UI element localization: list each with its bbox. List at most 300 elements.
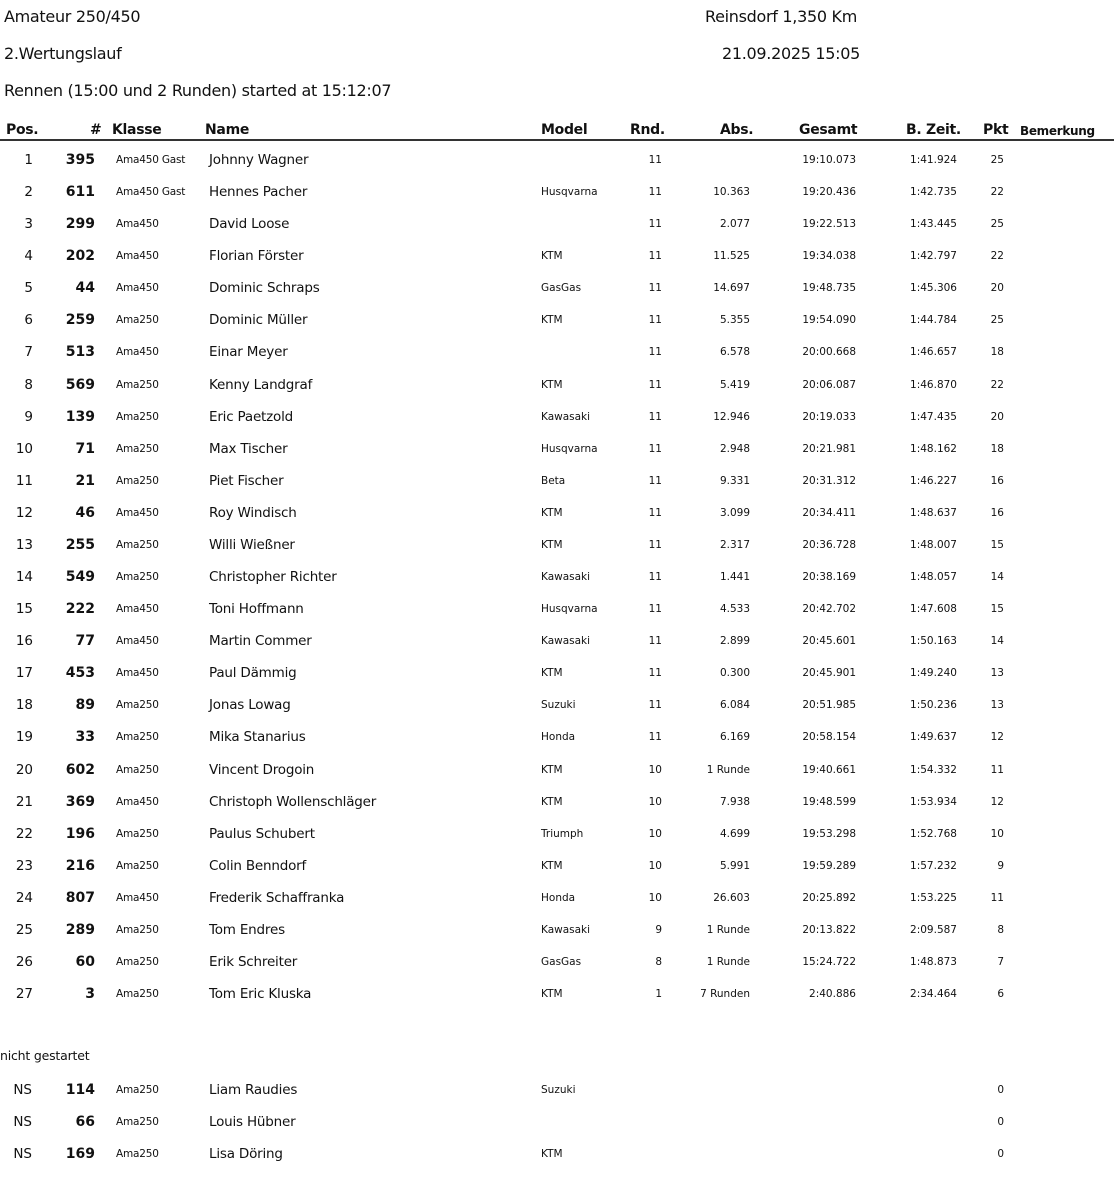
cell-pos: 2 bbox=[24, 184, 33, 201]
cell-pos: NS bbox=[13, 1082, 32, 1098]
table-row bbox=[0, 920, 1114, 940]
cell-num: 3 bbox=[85, 986, 95, 1003]
cell-abs: 26.603 bbox=[713, 891, 750, 904]
cell-pkt: 10 bbox=[990, 827, 1004, 840]
table-row bbox=[0, 824, 1114, 844]
class-title: Amateur 250/450 bbox=[4, 7, 141, 26]
cell-gesamt: 2:40.886 bbox=[809, 988, 856, 1001]
cell-bzeit: 1:49.637 bbox=[910, 731, 957, 744]
cell-rnd: 11 bbox=[648, 154, 662, 166]
cell-pkt: 25 bbox=[990, 154, 1004, 166]
cell-model: GasGas bbox=[541, 956, 582, 968]
cell-num: 89 bbox=[75, 697, 95, 714]
cell-model: KTM bbox=[541, 859, 563, 872]
cell-num: 513 bbox=[65, 344, 95, 361]
cell-rnd: 11 bbox=[648, 250, 662, 263]
cell-num: 602 bbox=[65, 761, 95, 778]
cell-bzeit: 1:48.007 bbox=[910, 538, 957, 551]
cell-pkt: 9 bbox=[997, 859, 1004, 872]
cell-pkt: 16 bbox=[990, 506, 1004, 519]
cell-bzeit: 1:48.162 bbox=[910, 442, 957, 455]
cell-num: 139 bbox=[65, 408, 95, 425]
cell-num: 289 bbox=[65, 921, 95, 938]
cell-pos: 6 bbox=[24, 312, 33, 329]
cell-bzeit: 1:42.735 bbox=[910, 186, 957, 199]
cell-num: 44 bbox=[75, 280, 95, 297]
col-pos: Pos. bbox=[6, 122, 39, 138]
cell-abs: 0.300 bbox=[719, 667, 750, 680]
cell-gesamt: 19:48.599 bbox=[802, 795, 856, 808]
cell-klasse: Ama250 bbox=[116, 474, 159, 487]
cell-abs: 3.099 bbox=[719, 506, 750, 519]
table-row bbox=[0, 310, 1114, 330]
cell-klasse: Ama250 bbox=[116, 699, 159, 712]
cell-model: KTM bbox=[541, 506, 563, 519]
cell-klasse: Ama250 bbox=[116, 988, 159, 1001]
cell-bzeit: 1:41.924 bbox=[910, 154, 957, 166]
cell-gesamt: 20:34.411 bbox=[802, 506, 856, 519]
cell-name: Max Tischer bbox=[209, 440, 288, 457]
table-row bbox=[0, 888, 1114, 908]
cell-gesamt: 20:36.728 bbox=[802, 538, 856, 551]
cell-pos: 19 bbox=[15, 729, 33, 746]
cell-rnd: 11 bbox=[648, 346, 662, 359]
cell-num: 169 bbox=[65, 1146, 95, 1162]
cell-pkt: 11 bbox=[990, 891, 1004, 904]
cell-gesamt: 15:24.722 bbox=[802, 956, 856, 968]
table-row bbox=[0, 182, 1114, 202]
cell-klasse: Ama250 bbox=[116, 378, 159, 391]
cell-gesamt: 20:45.901 bbox=[802, 667, 856, 680]
cell-name: Vincent Drogoin bbox=[209, 761, 315, 778]
cell-gesamt: 20:45.601 bbox=[802, 635, 856, 648]
cell-name: Willi Wießner bbox=[209, 536, 295, 553]
cell-gesamt: 20:58.154 bbox=[802, 731, 856, 744]
col-abs: Abs. bbox=[720, 122, 754, 138]
table-row bbox=[0, 856, 1114, 876]
cell-abs: 6.578 bbox=[719, 346, 750, 359]
cell-gesamt: 20:00.668 bbox=[802, 346, 856, 359]
cell-name: Dominic Schraps bbox=[209, 280, 320, 297]
cell-model: KTM bbox=[541, 250, 563, 263]
table-row bbox=[0, 952, 1114, 972]
cell-abs: 4.533 bbox=[719, 603, 750, 616]
col-gesamt: Gesamt bbox=[799, 122, 858, 138]
cell-gesamt: 20:21.981 bbox=[802, 442, 856, 455]
cell-model: Kawasaki bbox=[541, 923, 591, 936]
cell-klasse: Ama450 bbox=[116, 506, 159, 519]
cell-abs: 7.938 bbox=[719, 795, 750, 808]
col-bemerkung: Bemerkung bbox=[1020, 124, 1095, 138]
cell-rnd: 11 bbox=[648, 571, 662, 584]
cell-abs: 6.169 bbox=[719, 731, 750, 744]
cell-abs: 1 Runde bbox=[706, 923, 750, 936]
cell-gesamt: 19:40.661 bbox=[802, 763, 856, 776]
cell-pkt: 14 bbox=[990, 635, 1004, 648]
cell-pkt: 7 bbox=[997, 956, 1004, 968]
cell-bzeit: 1:46.227 bbox=[910, 474, 957, 487]
cell-pos: 26 bbox=[15, 954, 33, 970]
cell-bzeit: 1:50.163 bbox=[910, 635, 957, 648]
cell-rnd: 11 bbox=[648, 410, 662, 423]
cell-name: Liam Raudies bbox=[209, 1082, 298, 1098]
cell-bzeit: 1:52.768 bbox=[910, 827, 957, 840]
cell-pos: 16 bbox=[15, 633, 33, 650]
cell-pos: 13 bbox=[15, 536, 33, 553]
cell-rnd: 11 bbox=[648, 506, 662, 519]
cell-name: Toni Hoffmann bbox=[209, 601, 304, 618]
cell-pkt: 15 bbox=[990, 538, 1004, 551]
cell-model: Honda bbox=[541, 731, 576, 744]
cell-pos: 11 bbox=[15, 472, 33, 489]
cell-klasse: Ama450 bbox=[116, 603, 159, 616]
cell-rnd: 11 bbox=[648, 538, 662, 551]
cell-abs: 1.441 bbox=[719, 571, 750, 584]
cell-abs: 5.355 bbox=[719, 314, 750, 327]
cell-abs: 4.699 bbox=[719, 827, 750, 840]
cell-num: 66 bbox=[75, 1114, 95, 1130]
cell-model: Honda bbox=[541, 891, 576, 904]
cell-model: KTM bbox=[541, 988, 563, 1001]
cell-rnd: 10 bbox=[648, 859, 662, 872]
not-started-row bbox=[0, 1080, 1114, 1100]
table-row bbox=[0, 214, 1114, 234]
cell-pkt: 14 bbox=[990, 571, 1004, 584]
cell-model: Husqvarna bbox=[541, 442, 598, 455]
event-datetime: 21.09.2025 15:05 bbox=[722, 44, 861, 63]
cell-klasse: Ama450 Gast bbox=[116, 154, 186, 166]
cell-name: Christoph Wollenschläger bbox=[209, 793, 377, 810]
col-bzeit: B. Zeit. bbox=[906, 122, 961, 138]
cell-klasse: Ama250 bbox=[116, 923, 159, 936]
cell-num: 369 bbox=[65, 793, 95, 810]
cell-pkt: 13 bbox=[990, 699, 1004, 712]
cell-pkt: 0 bbox=[997, 1148, 1004, 1160]
cell-name: Martin Commer bbox=[209, 633, 312, 650]
cell-klasse: Ama250 bbox=[116, 1084, 159, 1096]
cell-rnd: 10 bbox=[648, 891, 662, 904]
cell-klasse: Ama450 bbox=[116, 218, 159, 231]
cell-pos: 24 bbox=[15, 889, 33, 906]
cell-name: Tom Eric Kluska bbox=[209, 986, 312, 1003]
cell-pos: NS bbox=[13, 1146, 32, 1162]
cell-pkt: 11 bbox=[990, 763, 1004, 776]
cell-rnd: 11 bbox=[648, 474, 662, 487]
cell-bzeit: 1:46.870 bbox=[910, 378, 957, 391]
cell-pkt: 15 bbox=[990, 603, 1004, 616]
cell-pkt: 6 bbox=[997, 988, 1004, 1001]
cell-pos: 12 bbox=[15, 504, 33, 521]
cell-model: Kawasaki bbox=[541, 410, 591, 423]
cell-pos: 9 bbox=[24, 408, 33, 425]
cell-pkt: 25 bbox=[990, 218, 1004, 231]
cell-gesamt: 20:51.985 bbox=[802, 699, 856, 712]
cell-pos: 8 bbox=[24, 376, 33, 393]
cell-name: Florian Förster bbox=[209, 248, 304, 265]
cell-bzeit: 1:48.873 bbox=[910, 956, 957, 968]
table-row bbox=[0, 246, 1114, 266]
cell-pos: 14 bbox=[15, 569, 33, 586]
cell-name: Johnny Wagner bbox=[209, 152, 309, 168]
cell-bzeit: 1:47.608 bbox=[910, 603, 957, 616]
col-rnd: Rnd. bbox=[630, 122, 665, 138]
table-row bbox=[0, 535, 1114, 555]
cell-num: 202 bbox=[65, 248, 95, 265]
cell-pkt: 22 bbox=[990, 250, 1004, 263]
cell-abs: 6.084 bbox=[719, 699, 750, 712]
cell-num: 71 bbox=[75, 440, 95, 457]
cell-gesamt: 19:22.513 bbox=[802, 218, 856, 231]
not-started-row bbox=[0, 1144, 1114, 1164]
col-model: Model bbox=[541, 122, 588, 138]
cell-pos: 10 bbox=[15, 440, 33, 457]
race-info: Rennen (15:00 und 2 Runden) started at 15:12:07 bbox=[4, 81, 392, 100]
cell-model: KTM bbox=[541, 378, 563, 391]
cell-bzeit: 1:47.435 bbox=[910, 410, 957, 423]
cell-gesamt: 20:13.822 bbox=[802, 923, 856, 936]
cell-num: 222 bbox=[65, 601, 95, 618]
cell-name: Paulus Schubert bbox=[209, 825, 315, 842]
cell-pos: 25 bbox=[15, 921, 33, 938]
cell-num: 114 bbox=[65, 1082, 95, 1098]
cell-model: Husqvarna bbox=[541, 603, 598, 616]
cell-model: KTM bbox=[541, 667, 563, 680]
cell-rnd: 11 bbox=[648, 442, 662, 455]
cell-bzeit: 1:54.332 bbox=[910, 763, 957, 776]
cell-rnd: 10 bbox=[648, 795, 662, 808]
cell-model: KTM bbox=[541, 538, 563, 551]
cell-num: 569 bbox=[65, 376, 95, 393]
table-row bbox=[0, 631, 1114, 651]
cell-rnd: 11 bbox=[648, 218, 662, 231]
cell-bzeit: 1:53.934 bbox=[910, 795, 957, 808]
cell-bzeit: 1:46.657 bbox=[910, 346, 957, 359]
cell-klasse: Ama450 bbox=[116, 891, 159, 904]
cell-bzeit: 1:57.232 bbox=[910, 859, 957, 872]
cell-num: 395 bbox=[65, 152, 95, 168]
cell-model: KTM bbox=[541, 763, 563, 776]
cell-name: Roy Windisch bbox=[209, 504, 297, 521]
cell-rnd: 11 bbox=[648, 186, 662, 199]
cell-pos: 20 bbox=[15, 761, 33, 778]
cell-rnd: 11 bbox=[648, 603, 662, 616]
cell-pkt: 12 bbox=[990, 795, 1004, 808]
cell-rnd: 10 bbox=[648, 763, 662, 776]
cell-pkt: 0 bbox=[997, 1116, 1004, 1128]
cell-model: Suzuki bbox=[541, 1084, 576, 1096]
cell-pos: 3 bbox=[24, 216, 33, 233]
cell-abs: 1 Runde bbox=[706, 763, 750, 776]
cell-klasse: Ama450 bbox=[116, 250, 159, 263]
cell-klasse: Ama250 bbox=[116, 314, 159, 327]
table-row bbox=[0, 567, 1114, 587]
cell-klasse: Ama250 bbox=[116, 442, 159, 455]
table-row bbox=[0, 695, 1114, 715]
cell-abs: 1 Runde bbox=[706, 956, 750, 968]
cell-pos: NS bbox=[13, 1114, 32, 1130]
heat-title: 2.Wertungslauf bbox=[4, 44, 122, 63]
table-row bbox=[0, 503, 1114, 523]
cell-model: GasGas bbox=[541, 282, 582, 295]
table-row bbox=[0, 342, 1114, 362]
cell-rnd: 8 bbox=[655, 956, 662, 968]
col-num: # bbox=[90, 122, 102, 138]
cell-name: Mika Stanarius bbox=[209, 729, 306, 746]
cell-bzeit: 1:42.797 bbox=[910, 250, 957, 263]
cell-bzeit: 1:44.784 bbox=[910, 314, 957, 327]
cell-num: 807 bbox=[65, 889, 95, 906]
cell-abs: 14.697 bbox=[713, 282, 750, 295]
cell-bzeit: 2:09.587 bbox=[910, 923, 957, 936]
cell-model: KTM bbox=[541, 795, 563, 808]
cell-bzeit: 1:53.225 bbox=[910, 891, 957, 904]
cell-gesamt: 20:38.169 bbox=[802, 571, 856, 584]
cell-name: Jonas Lowag bbox=[209, 697, 291, 714]
cell-name: Colin Benndorf bbox=[209, 857, 307, 874]
cell-pos: 4 bbox=[24, 248, 33, 265]
table-row bbox=[0, 599, 1114, 619]
not-started-label: nicht gestartet bbox=[0, 1048, 90, 1063]
cell-gesamt: 20:42.702 bbox=[802, 603, 856, 616]
cell-name: Einar Meyer bbox=[209, 344, 288, 361]
cell-abs: 9.331 bbox=[719, 474, 750, 487]
cell-model: KTM bbox=[541, 314, 563, 327]
cell-pos: 22 bbox=[15, 825, 33, 842]
cell-gesamt: 19:10.073 bbox=[802, 154, 856, 166]
cell-abs: 12.946 bbox=[713, 410, 750, 423]
cell-num: 46 bbox=[75, 504, 95, 521]
table-row bbox=[0, 663, 1114, 683]
cell-bzeit: 2:34.464 bbox=[910, 988, 957, 1001]
cell-pos: 15 bbox=[15, 601, 33, 618]
cell-name: Christopher Richter bbox=[209, 569, 337, 586]
cell-pos: 27 bbox=[15, 986, 33, 1003]
cell-pkt: 16 bbox=[990, 474, 1004, 487]
cell-name: Eric Paetzold bbox=[209, 408, 294, 425]
table-row bbox=[0, 727, 1114, 747]
cell-num: 21 bbox=[75, 472, 95, 489]
cell-num: 611 bbox=[65, 184, 95, 201]
cell-rnd: 10 bbox=[648, 827, 662, 840]
cell-gesamt: 19:59.289 bbox=[802, 859, 856, 872]
cell-klasse: Ama250 bbox=[116, 731, 159, 744]
cell-num: 77 bbox=[75, 633, 95, 650]
cell-model: KTM bbox=[541, 1148, 563, 1160]
cell-rnd: 9 bbox=[655, 923, 662, 936]
cell-pos: 21 bbox=[15, 793, 33, 810]
cell-pkt: 8 bbox=[997, 923, 1004, 936]
cell-gesamt: 20:25.892 bbox=[802, 891, 856, 904]
cell-gesamt: 20:19.033 bbox=[802, 410, 856, 423]
cell-pos: 23 bbox=[15, 857, 33, 874]
cell-pos: 7 bbox=[24, 344, 33, 361]
table-row bbox=[0, 375, 1114, 395]
cell-klasse: Ama450 bbox=[116, 282, 159, 295]
cell-gesamt: 19:54.090 bbox=[802, 314, 856, 327]
cell-gesamt: 20:06.087 bbox=[802, 378, 856, 391]
table-row bbox=[0, 407, 1114, 427]
cell-name: Tom Endres bbox=[209, 921, 285, 938]
cell-num: 549 bbox=[65, 569, 95, 586]
cell-klasse: Ama450 bbox=[116, 635, 159, 648]
cell-abs: 2.899 bbox=[719, 635, 750, 648]
cell-gesamt: 20:31.312 bbox=[802, 474, 856, 487]
cell-name: Erik Schreiter bbox=[209, 954, 298, 970]
venue: Reinsdorf 1,350 Km bbox=[705, 7, 857, 26]
cell-bzeit: 1:48.057 bbox=[910, 571, 957, 584]
cell-num: 299 bbox=[65, 216, 95, 233]
cell-pkt: 20 bbox=[990, 282, 1004, 295]
cell-klasse: Ama250 bbox=[116, 827, 159, 840]
cell-pkt: 25 bbox=[990, 314, 1004, 327]
cell-num: 453 bbox=[65, 665, 95, 682]
cell-name: Louis Hübner bbox=[209, 1114, 296, 1130]
cell-pos: 5 bbox=[24, 280, 33, 297]
cell-pkt: 22 bbox=[990, 378, 1004, 391]
cell-klasse: Ama250 bbox=[116, 1148, 159, 1160]
cell-klasse: Ama450 bbox=[116, 346, 159, 359]
cell-abs: 2.948 bbox=[719, 442, 750, 455]
cell-rnd: 11 bbox=[648, 282, 662, 295]
col-name: Name bbox=[205, 122, 250, 138]
cell-pkt: 0 bbox=[997, 1084, 1004, 1096]
table-row bbox=[0, 278, 1114, 298]
cell-abs: 7 Runden bbox=[700, 988, 750, 1001]
table-row bbox=[0, 150, 1114, 170]
cell-pkt: 18 bbox=[990, 442, 1004, 455]
cell-klasse: Ama450 Gast bbox=[116, 186, 186, 199]
cell-model: Suzuki bbox=[541, 699, 576, 712]
cell-rnd: 11 bbox=[648, 378, 662, 391]
cell-pos: 18 bbox=[15, 697, 33, 714]
table-row bbox=[0, 439, 1114, 459]
cell-name: Hennes Pacher bbox=[209, 184, 308, 201]
cell-name: Paul Dämmig bbox=[209, 665, 297, 682]
cell-abs: 10.363 bbox=[713, 186, 750, 199]
cell-num: 196 bbox=[65, 825, 95, 842]
table-row bbox=[0, 792, 1114, 812]
cell-rnd: 11 bbox=[648, 635, 662, 648]
cell-klasse: Ama250 bbox=[116, 1116, 159, 1128]
header-divider bbox=[0, 139, 1114, 141]
cell-klasse: Ama250 bbox=[116, 538, 159, 551]
cell-abs: 11.525 bbox=[713, 250, 750, 263]
cell-klasse: Ama250 bbox=[116, 571, 159, 584]
cell-name: David Loose bbox=[209, 216, 290, 233]
not-started-row bbox=[0, 1112, 1114, 1132]
cell-klasse: Ama250 bbox=[116, 410, 159, 423]
cell-num: 60 bbox=[75, 954, 95, 970]
col-pkt: Pkt bbox=[983, 122, 1009, 138]
cell-pkt: 22 bbox=[990, 186, 1004, 199]
cell-gesamt: 19:48.735 bbox=[802, 282, 856, 295]
cell-model: Kawasaki bbox=[541, 571, 591, 584]
cell-num: 259 bbox=[65, 312, 95, 329]
cell-pkt: 12 bbox=[990, 731, 1004, 744]
cell-name: Lisa Döring bbox=[209, 1146, 283, 1162]
cell-pkt: 18 bbox=[990, 346, 1004, 359]
cell-pos: 17 bbox=[15, 665, 33, 682]
cell-rnd: 11 bbox=[648, 731, 662, 744]
cell-pos: 1 bbox=[24, 152, 33, 168]
cell-klasse: Ama450 bbox=[116, 795, 159, 808]
cell-klasse: Ama250 bbox=[116, 859, 159, 872]
cell-bzeit: 1:45.306 bbox=[910, 282, 957, 295]
cell-name: Piet Fischer bbox=[209, 472, 284, 489]
cell-bzeit: 1:50.236 bbox=[910, 699, 957, 712]
cell-klasse: Ama450 bbox=[116, 667, 159, 680]
col-klasse: Klasse bbox=[112, 122, 162, 138]
